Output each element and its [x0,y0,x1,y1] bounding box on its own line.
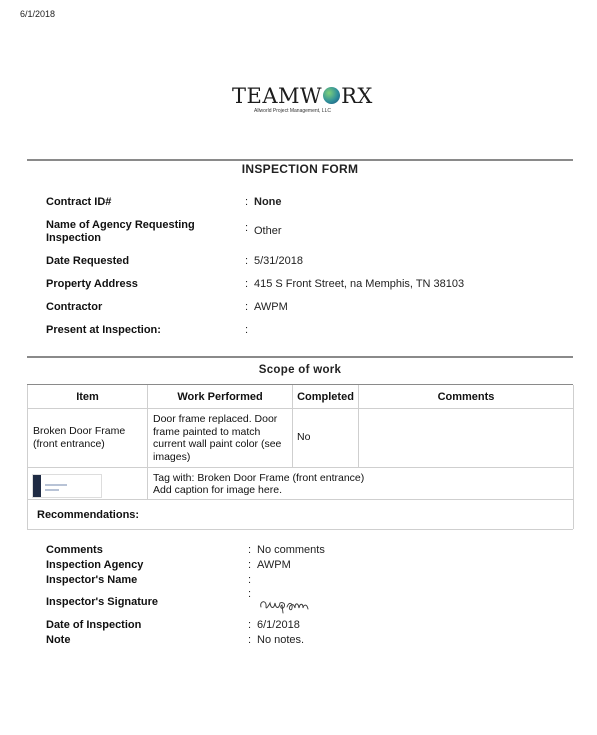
detail-label: Date Requested [46,255,130,267]
footer-label: Note [46,634,71,646]
date-requested-value: 5/31/2018 [254,255,303,267]
row-completed: No [297,431,311,443]
contract-id-value: None [254,196,282,208]
footer-label: Inspector's Name [46,574,138,586]
footer-label: Inspector's Signature [46,596,159,608]
row-work-performed: Door frame replaced. Door frame painted to match current wall paint color (see images) [153,413,282,463]
globe-icon [323,87,340,104]
image-caption[interactable]: Add caption for image here. [153,484,282,496]
detail-label: Property Address [46,278,138,290]
inspection-date-value: 6/1/2018 [257,619,300,631]
col-completed: Completed [297,391,354,403]
comments-value: No comments [257,544,325,556]
inspector-signature [257,593,323,615]
detail-label: Name of Agency Requesting Inspection [46,219,195,244]
logo-wordmark: TEAMW RX [232,84,373,108]
recommendations-label: Recommendations: [37,509,140,521]
divider [27,159,573,161]
note-value: No notes. [257,634,305,646]
detail-label: Contractor [46,301,103,313]
col-comments: Comments [437,391,495,403]
divider [27,356,573,358]
col-item: Item [76,391,99,403]
inspection-agency-value: AWPM [257,559,291,571]
teamworx-logo [232,84,372,122]
footer-label: Inspection Agency [46,559,144,571]
form-title: INSPECTION FORM [241,162,359,176]
image-tag: Tag with: Broken Door Frame (front entrance) [153,472,365,484]
logo-tagline: Allworld Project Management, LLC [254,108,331,114]
footer-label: Comments [46,544,103,556]
scope-title: Scope of work [258,364,342,376]
print-date: 6/1/2018 [20,9,56,19]
row-item: Broken Door Frame (front entrance) [33,425,126,450]
detail-label: Contract ID# [46,196,112,208]
agency-value: Other [254,225,282,237]
image-thumbnail[interactable] [32,474,102,498]
col-work-performed: Work Performed [177,391,263,403]
property-address-value: 415 S Front Street, na Memphis, TN 38103 [254,278,465,290]
contractor-value: AWPM [254,301,288,313]
footer-label: Date of Inspection [46,619,142,631]
detail-label: Present at Inspection: [46,324,161,336]
